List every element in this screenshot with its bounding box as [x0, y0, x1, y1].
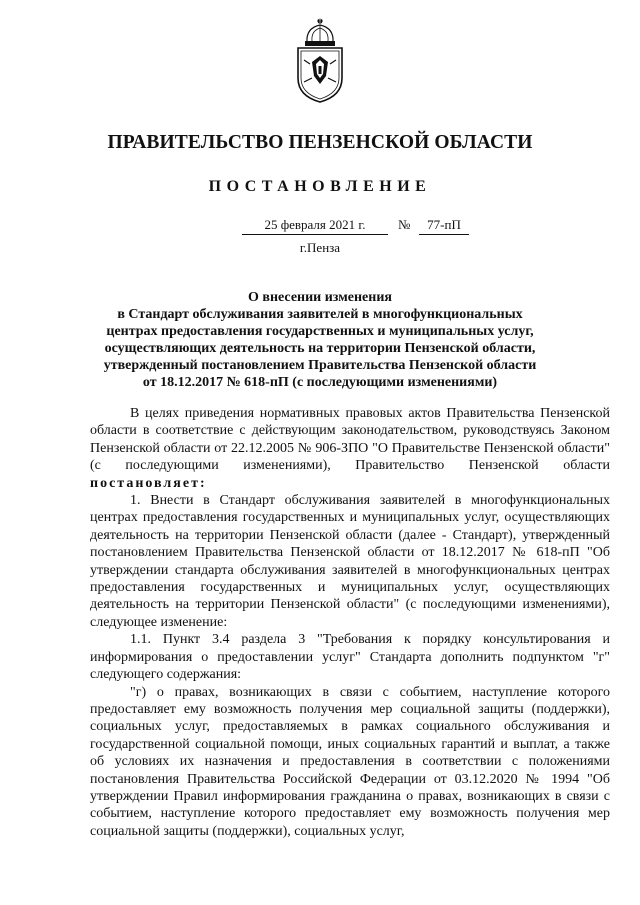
title-line: от 18.12.2017 № 618-пП (с последующими изменениями)	[142, 375, 498, 390]
document-type: ПОСТАНОВЛЕНИЕ	[208, 178, 432, 195]
title-line: утвержденный постановлением Правительства Пензенской области	[103, 358, 537, 373]
document-date: 25 февраля 2021 г.	[242, 217, 388, 235]
document-number: 77-пП	[419, 217, 469, 235]
organization-name: ПРАВИТЕЛЬСТВО ПЕНЗЕНСКОЙ ОБЛАСТИ	[107, 132, 533, 153]
title-line: О внесении изменения	[248, 290, 392, 305]
resolves-word: постановляет:	[90, 475, 207, 491]
item-1-paragraph: 1. Внести в Стандарт обслуживания заявителей в многофункциональных центрах предоставления государственных и муниципальных услуг, осуществляющих деятельность на территории Пензенской области (далее - Стандарт), утвержденный постановлением Правительства Пензенской области от 18.12.2017 № 618-пП "Об утверждении стандарта обслуживания заявителей в многофункциональных центрах предоставления государственных и муниципальных услуг, осуществляющих деятельность на территории Пензенской области" (с последующими изменениями), следующее изменение:	[90, 493, 610, 630]
document-city: г.Пенза	[299, 240, 341, 255]
number-sign: №	[398, 217, 411, 232]
title-line: центрах предоставления государственных и муниципальных услуг,	[106, 324, 534, 339]
preamble-paragraph	[90, 405, 610, 492]
preamble-text: В целях приведения нормативных правовых актов Правительства Пензенской области в соответствие с действующим законодательством, руководствуясь Законом Пензенской области от 22.12.2005 № 906-ЗПО "О Правительстве Пензенской области" (с последующими изменениями), Правительство Пензенской области	[90, 406, 610, 474]
title-line: осуществляющих деятельность на территории Пензенской области,	[104, 341, 536, 356]
title-line: в Стандарт обслуживания заявителей в многофункциональных	[117, 307, 523, 322]
item-1-1-paragraph: 1.1. Пункт 3.4 раздела 3 "Требования к порядку консультирования и информирования о предоставлении услуг" Стандарта дополнить подпунктом "г" следующего содержания:	[90, 632, 610, 683]
document-title	[60, 289, 580, 391]
coat-of-arms-icon	[290, 16, 350, 104]
date-number-line	[242, 217, 492, 237]
quote-paragraph: "г) о правах, возникающих в связи с событием, наступление которого предоставляет ему возможность получения мер социальной защиты (поддержки), социальных услуг, предоставляемых в рамках социального обслуживания и государственной социальной помощи, иных социальных гарантий и выплат, а также об условиях их назначения и предоставления в соответствии с положениями постановления Правительства Российской Федерации от 03.12.2020 № 1994 "Об утверждении Правил информирования гражданина о правах, возникающих в связи с событием, наступление которого предоставляет ему возможность получения мер социальной защиты (поддержки), социальных услуг,	[90, 684, 610, 839]
document-body	[90, 405, 610, 840]
